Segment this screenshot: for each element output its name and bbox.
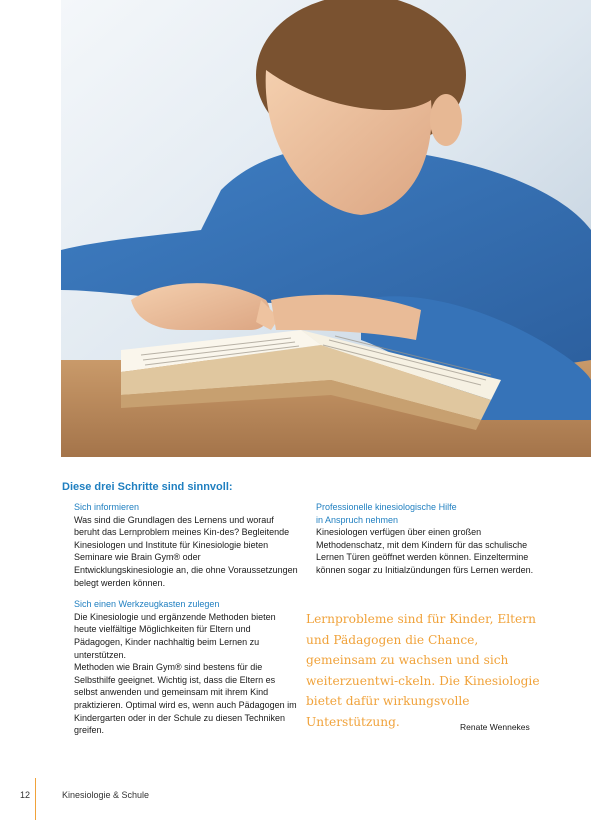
paragraph-professionelle-hilfe: Kinesiologen verfügen über einen großen Methodenschatz, mit dem Kindern für das schulische Lernen Türen geöffnet werden können. Einzeltermine können sogar zu Initialzündungen fürs Lernen werden.: [316, 527, 534, 575]
paragraph-werkzeugkasten-1: Die Kinesiologie und ergänzende Methoden bieten heute vielfältige Möglichkeiten für Eltern und Pädagogen, Kinder nachhaltig beim Lernen zu unterstützen.: [74, 611, 276, 660]
paragraph-werkzeugkasten-2: Methoden wie Brain Gym® sind bestens für die Selbsthilfe geeignet. Wichtig ist, dass die Eltern es selbst anwenden und gemeinsam mit ihrem Kind praktizieren. Optimal wird es, wenn auch Pädagogen im Kindergarten oder in der Schule zu diesen Techniken greifen.: [74, 662, 297, 736]
subheading-professionelle-hilfe-line2: in Anspruch nehmen: [316, 514, 399, 525]
left-column: [74, 501, 299, 737]
section-heading: Diese drei Schritte sind sinnvoll:: [62, 481, 233, 493]
boy-reading-book-photo: [61, 0, 591, 457]
subheading-informieren: Sich informieren: [74, 502, 140, 512]
right-column: [316, 501, 541, 577]
footer-divider: [35, 778, 36, 820]
footer-title: Kinesiologie & Schule: [62, 790, 150, 800]
page-number: 12: [20, 790, 31, 800]
subheading-werkzeugkasten: Sich einen Werkzeugkasten zulegen: [74, 599, 220, 610]
quote-author: Renate Wennekes: [460, 722, 530, 732]
paragraph-informieren: Was sind die Grundlagen des Lernens und worauf beruht das Lernproblem meines Kin-des? Begleitende Kinesiologen und Institute für Kinesiologie bieten Seminare wie Brain Gym® oder Entwicklungskinesiologie an, die ohne Voraussetzungen belegt werden können.: [74, 514, 298, 588]
subheading-professionelle-hilfe-line1: Professionelle kinesiologische Hilfe: [316, 502, 457, 512]
pull-quote: Lernprobleme sind für Kinder, Eltern und Pädagogen die Chance, gemeinsam zu wachsen und sich weiterzuentwi-ckeln. Die Kinesiologie bietet dafür wirkungsvolle Unterstützung.: [306, 612, 540, 729]
